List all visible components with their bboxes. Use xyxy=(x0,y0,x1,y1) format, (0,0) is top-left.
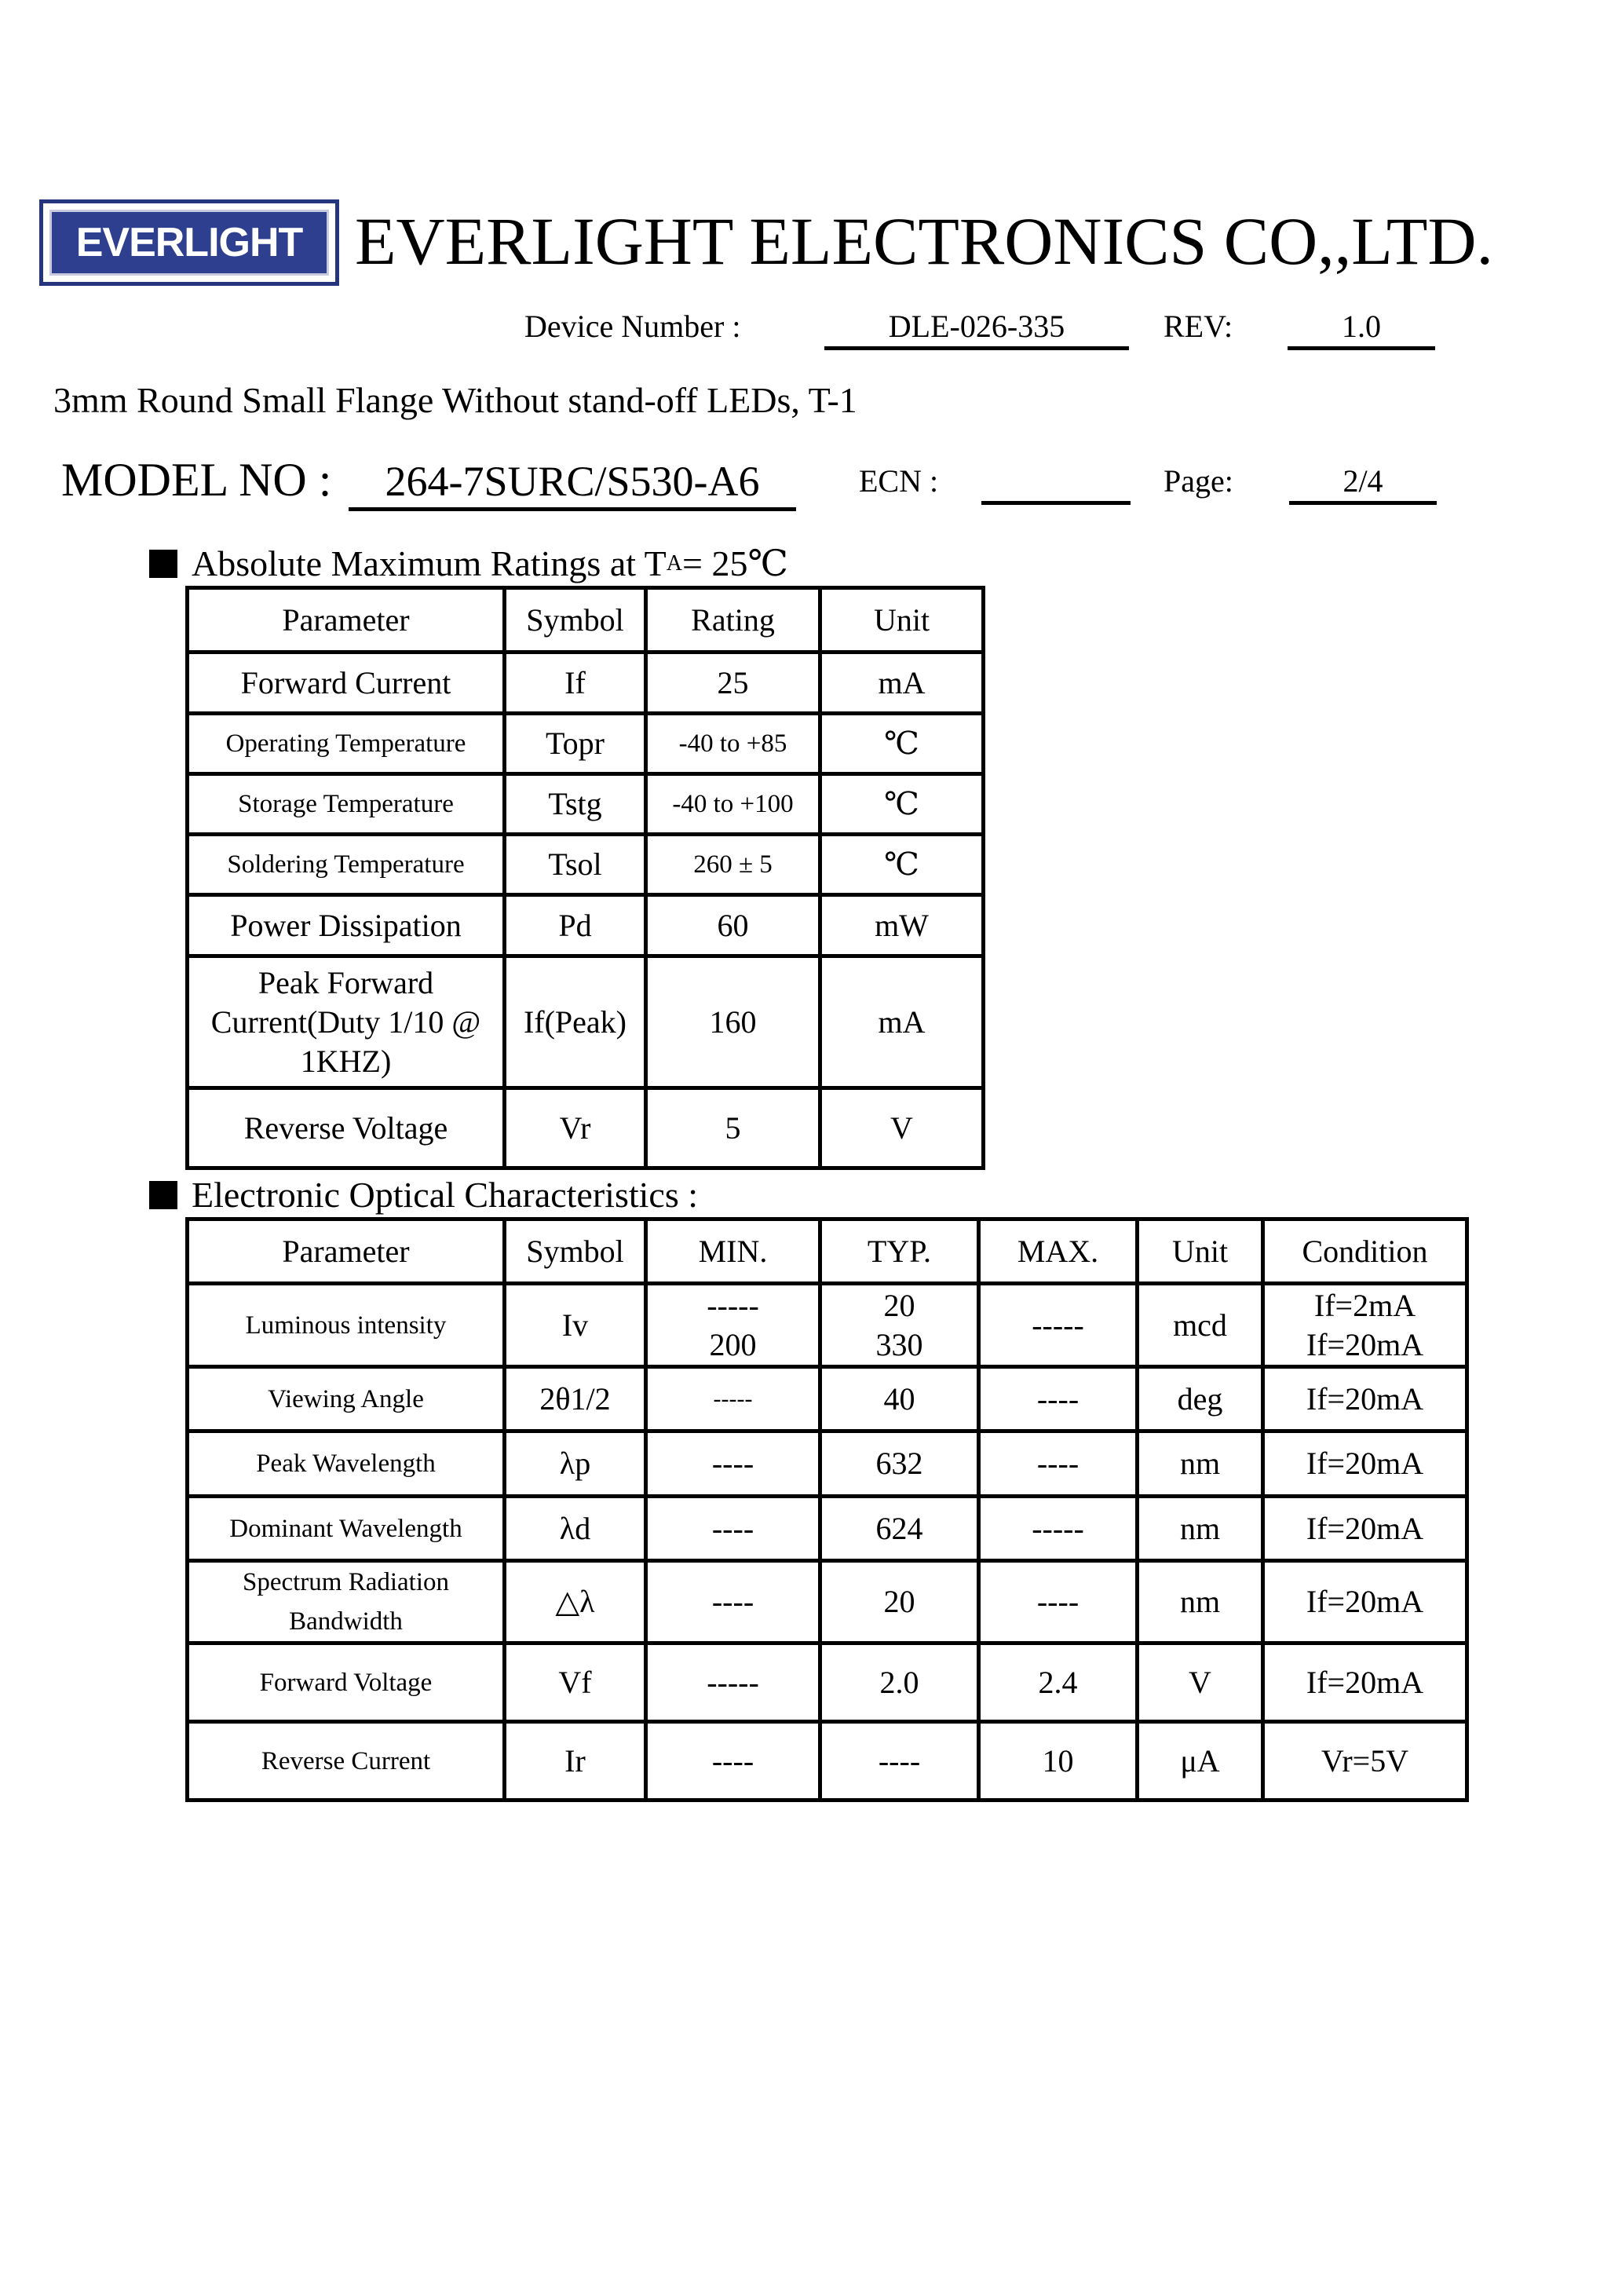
product-subtitle: 3mm Round Small Flange Without stand-off LEDs, T-1 xyxy=(53,380,857,420)
unit-cell: V xyxy=(1138,1643,1263,1722)
model-no-label: MODEL NO : xyxy=(61,454,332,506)
section-bullet xyxy=(149,1181,177,1209)
eo-title xyxy=(149,1173,698,1217)
min-cell: ----- xyxy=(646,1367,820,1431)
device-number-value: DLE-026-335 xyxy=(824,307,1129,350)
symbol-cell: 2θ1/2 xyxy=(505,1367,646,1431)
symbol-cell: λd xyxy=(505,1497,646,1561)
condition-value-1: If=2mA xyxy=(1313,1287,1416,1323)
eo-title-text: Electronic Optical Characteristics : xyxy=(192,1175,699,1215)
symbol-cell: Vf xyxy=(505,1643,646,1722)
table-row xyxy=(188,835,984,895)
header-cell: Unit xyxy=(820,588,984,653)
symbol-cell: Vr xyxy=(505,1088,646,1168)
condition-cell: If=20mA xyxy=(1263,1367,1467,1431)
header-cell: Symbol xyxy=(505,588,646,653)
param-cell: Spectrum Radiation Bandwidth xyxy=(188,1561,505,1643)
max-cell: ---- xyxy=(979,1431,1138,1497)
section-bullet xyxy=(149,550,177,578)
rating-cell: 25 xyxy=(646,653,820,714)
condition-cell xyxy=(1263,1284,1467,1367)
abs-max-title-sub: A xyxy=(666,551,683,576)
max-cell: ----- xyxy=(979,1497,1138,1561)
rating-cell: -40 to +100 xyxy=(646,774,820,835)
condition-cell: If=20mA xyxy=(1263,1431,1467,1497)
min-cell: ---- xyxy=(646,1431,820,1497)
unit-cell: mcd xyxy=(1138,1284,1263,1367)
unit-cell: ℃ xyxy=(820,835,984,895)
min-value-2: 200 xyxy=(709,1326,757,1362)
condition-cell: Vr=5V xyxy=(1263,1722,1467,1801)
abs-max-table xyxy=(185,586,985,1170)
rating-cell: 160 xyxy=(646,956,820,1088)
rating-cell: 60 xyxy=(646,895,820,956)
unit-cell: nm xyxy=(1138,1561,1263,1643)
unit-cell: ℃ xyxy=(820,714,984,774)
rev-value: 1.0 xyxy=(1288,307,1435,350)
header-cell: Unit xyxy=(1138,1219,1263,1284)
table-header-row xyxy=(188,1219,1467,1284)
abs-max-title-prefix: Absolute Maximum Ratings at T xyxy=(192,543,667,583)
unit-cell: nm xyxy=(1138,1497,1263,1561)
min-cell: ---- xyxy=(646,1561,820,1643)
header-cell: MAX. xyxy=(979,1219,1138,1284)
unit-cell: mA xyxy=(820,653,984,714)
condition-cell: If=20mA xyxy=(1263,1643,1467,1722)
unit-cell: V xyxy=(820,1088,984,1168)
min-cell: ---- xyxy=(646,1722,820,1801)
abs-max-title xyxy=(149,542,788,586)
rating-cell: -40 to +85 xyxy=(646,714,820,774)
table-row xyxy=(188,1284,1467,1367)
header-cell: MIN. xyxy=(646,1219,820,1284)
condition-value-2: If=20mA xyxy=(1306,1326,1424,1362)
param-cell: Forward Current xyxy=(188,653,505,714)
symbol-cell: Iv xyxy=(505,1284,646,1367)
max-cell: 2.4 xyxy=(979,1643,1138,1722)
symbol-cell: λp xyxy=(505,1431,646,1497)
rating-cell: 5 xyxy=(646,1088,820,1168)
typ-cell: 632 xyxy=(820,1431,979,1497)
header-cell: Parameter xyxy=(188,588,505,653)
unit-cell: mW xyxy=(820,895,984,956)
unit-cell: deg xyxy=(1138,1367,1263,1431)
header-cell: Condition xyxy=(1263,1219,1467,1284)
min-cell xyxy=(646,1284,820,1367)
symbol-cell: If(Peak) xyxy=(505,956,646,1088)
param-cell: Power Dissipation xyxy=(188,895,505,956)
table-row xyxy=(188,1643,1467,1722)
typ-cell: 2.0 xyxy=(820,1643,979,1722)
unit-cell: ℃ xyxy=(820,774,984,835)
table-header-row xyxy=(188,588,984,653)
max-cell: ---- xyxy=(979,1561,1138,1643)
table-row xyxy=(188,956,984,1088)
min-cell: ---- xyxy=(646,1497,820,1561)
param-cell: Luminous intensity xyxy=(188,1284,505,1367)
table-row xyxy=(188,774,984,835)
table-row xyxy=(188,1367,1467,1431)
symbol-cell: △λ xyxy=(505,1561,646,1643)
table-row xyxy=(188,1088,984,1168)
symbol-cell: If xyxy=(505,653,646,714)
table-row xyxy=(188,1561,1467,1643)
condition-cell: If=20mA xyxy=(1263,1497,1467,1561)
symbol-cell: Pd xyxy=(505,895,646,956)
page-value: 2/4 xyxy=(1289,462,1437,505)
header-cell: Symbol xyxy=(505,1219,646,1284)
logo-text: EVERLIGHT xyxy=(75,220,303,265)
max-cell: 10 xyxy=(979,1722,1138,1801)
header-cell: Rating xyxy=(646,588,820,653)
symbol-cell: Ir xyxy=(505,1722,646,1801)
typ-cell: ---- xyxy=(820,1722,979,1801)
symbol-cell: Tstg xyxy=(505,774,646,835)
min-cell: ----- xyxy=(646,1643,820,1722)
unit-cell: mA xyxy=(820,956,984,1088)
typ-cell: 624 xyxy=(820,1497,979,1561)
param-cell: Dominant Wavelength xyxy=(188,1497,505,1561)
rev-label: REV: xyxy=(1164,309,1233,344)
table-row xyxy=(188,1497,1467,1561)
symbol-cell: Tsol xyxy=(505,835,646,895)
typ-cell: 40 xyxy=(820,1367,979,1431)
unit-cell: μA xyxy=(1138,1722,1263,1801)
company-logo xyxy=(39,199,339,286)
table-row xyxy=(188,714,984,774)
device-number-label: Device Number : xyxy=(524,309,741,344)
param-cell: Storage Temperature xyxy=(188,774,505,835)
eo-table xyxy=(185,1217,1469,1802)
typ-value-2: 330 xyxy=(875,1326,923,1362)
typ-value-1: 20 xyxy=(883,1287,915,1323)
condition-cell: If=20mA xyxy=(1263,1561,1467,1643)
max-cell: ----- xyxy=(979,1284,1138,1367)
table-row xyxy=(188,895,984,956)
param-cell: Soldering Temperature xyxy=(188,835,505,895)
page-label: Page: xyxy=(1164,463,1233,499)
rating-cell: 260 ± 5 xyxy=(646,835,820,895)
model-no-value: 264-7SURC/S530-A6 xyxy=(349,455,796,511)
param-cell: Viewing Angle xyxy=(188,1367,505,1431)
param-cell: Reverse Voltage xyxy=(188,1088,505,1168)
abs-max-title-suffix: = 25℃ xyxy=(682,543,788,583)
symbol-cell: Topr xyxy=(505,714,646,774)
ecn-value xyxy=(981,462,1131,505)
param-cell: Peak Forward Current(Duty 1/10 @ 1KHZ) xyxy=(188,956,505,1088)
typ-cell: 20 xyxy=(820,1561,979,1643)
param-cell: Forward Voltage xyxy=(188,1643,505,1722)
min-value-1: ----- xyxy=(707,1287,759,1323)
header-cell: TYP. xyxy=(820,1219,979,1284)
param-cell: Reverse Current xyxy=(188,1722,505,1801)
table-row xyxy=(188,1722,1467,1801)
header-cell: Parameter xyxy=(188,1219,505,1284)
unit-cell: nm xyxy=(1138,1431,1263,1497)
max-cell: ---- xyxy=(979,1367,1138,1431)
table-row xyxy=(188,1431,1467,1497)
ecn-label: ECN : xyxy=(859,463,939,499)
company-name: EVERLIGHT ELECTRONICS CO,,LTD. xyxy=(355,203,1494,279)
param-cell: Peak Wavelength xyxy=(188,1431,505,1497)
table-row xyxy=(188,653,984,714)
param-cell: Operating Temperature xyxy=(188,714,505,774)
typ-cell xyxy=(820,1284,979,1367)
